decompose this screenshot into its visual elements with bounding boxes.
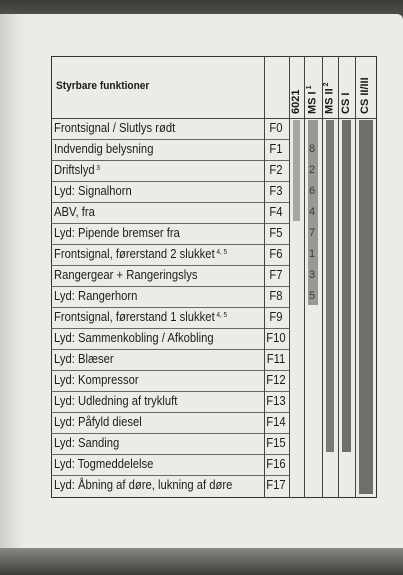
row-divider — [51, 475, 289, 476]
row-divider — [51, 160, 289, 161]
function-name-text: ABV, fra — [54, 205, 95, 219]
column-header-footnote: 2 — [323, 82, 330, 89]
row-divider — [51, 328, 289, 329]
function-name-text: Lyd: Togmeddelelse — [54, 457, 154, 471]
function-name-text: Lyd: Blæser — [54, 352, 114, 366]
function-name — [54, 457, 153, 471]
function-key: F6 — [269, 247, 283, 261]
function-key: F14 — [266, 415, 286, 429]
column-header-label: CS II/III — [359, 77, 371, 114]
function-key: F10 — [266, 331, 286, 345]
function-name — [54, 247, 227, 261]
row-divider — [51, 223, 289, 224]
function-key: F13 — [266, 394, 286, 408]
function-key: F3 — [269, 184, 283, 198]
function-key: F1 — [269, 142, 283, 156]
row-divider — [51, 139, 289, 140]
function-name-text: Driftslyd — [54, 163, 95, 177]
column-header-4 — [340, 93, 352, 114]
function-key: F2 — [269, 163, 283, 177]
ms1-key-number: 8 — [308, 143, 316, 155]
function-key: F5 — [269, 226, 283, 240]
function-name-text: Lyd: Rangerhorn — [54, 289, 138, 303]
row-divider — [51, 307, 289, 308]
function-name-text: Frontsignal, førerstand 2 slukket — [54, 247, 215, 261]
photo-background-bottom — [0, 548, 403, 575]
column-divider — [289, 56, 290, 498]
ms1-key-number: 1 — [308, 248, 316, 260]
row-divider — [51, 265, 289, 266]
function-key: F16 — [266, 457, 286, 471]
function-name — [54, 205, 95, 219]
column-divider — [338, 56, 339, 498]
ms1-key-number: 2 — [308, 164, 316, 176]
function-name — [54, 184, 132, 198]
function-name-text: Lyd: Åbning af døre, lukning af døre — [54, 478, 233, 492]
function-name-text: Lyd: Kompressor — [54, 373, 139, 387]
function-name — [54, 268, 198, 282]
column-divider — [322, 56, 323, 498]
function-name-text: Lyd: Påfyld diesel — [54, 415, 142, 429]
support-bar-cs1 — [342, 120, 351, 452]
function-name — [54, 373, 139, 387]
function-name — [54, 142, 153, 156]
function-name — [54, 478, 232, 492]
ms1-key-number: 3 — [308, 269, 316, 281]
function-key: F12 — [266, 373, 286, 387]
function-key: F11 — [266, 352, 286, 366]
column-header-1 — [290, 90, 302, 114]
column-header-label: MS II — [323, 88, 336, 114]
function-name-text: Frontsignal, førerstand 1 slukket — [54, 310, 215, 324]
ms1-key-number: 6 — [308, 185, 316, 197]
row-divider — [51, 286, 289, 287]
function-name — [54, 331, 214, 345]
function-name-text: Frontsignal / Slutlys rødt — [54, 121, 176, 135]
row-divider — [51, 244, 289, 245]
function-name — [54, 163, 100, 177]
column-header-5 — [359, 77, 371, 114]
function-name — [54, 394, 177, 408]
header-divider — [51, 118, 377, 119]
column-header-label: 6021 — [289, 89, 302, 114]
function-key: F0 — [269, 121, 283, 135]
row-divider — [51, 370, 289, 371]
column-divider — [355, 56, 356, 498]
column-divider — [304, 56, 305, 498]
function-key: F4 — [269, 205, 283, 219]
support-bar-cs2 — [359, 120, 373, 494]
function-footnote: 4, 5 — [214, 249, 227, 256]
column-header-3 — [323, 82, 336, 114]
row-divider — [51, 433, 289, 434]
function-name — [54, 352, 114, 366]
function-name — [54, 226, 180, 240]
function-name-text: Lyd: Sanding — [54, 436, 120, 450]
ms1-key-number: 7 — [308, 227, 316, 239]
function-name-text: Rangergear + Rangeringslys — [54, 268, 198, 282]
column-header-label: MS I — [306, 91, 319, 114]
function-name-text: Lyd: Signalhorn — [54, 184, 132, 198]
function-name — [54, 436, 119, 450]
function-name-text: Indvendig belysning — [54, 142, 154, 156]
ms1-key-number: 5 — [308, 290, 316, 302]
function-name-text: Lyd: Udledning af trykluft — [54, 394, 178, 408]
row-divider — [51, 391, 289, 392]
page-binding-shadow — [0, 14, 26, 550]
table-title: Styrbare funktioner — [56, 80, 150, 92]
function-footnote: 3 — [94, 165, 100, 172]
support-bar-6021 — [293, 120, 300, 221]
ms1-key-number: 4 — [308, 206, 316, 218]
column-header-label: CS I — [339, 92, 352, 114]
function-name — [54, 289, 137, 303]
column-header-2 — [306, 86, 319, 114]
row-divider — [51, 181, 289, 182]
column-header-footnote: 1 — [306, 85, 313, 92]
row-divider — [51, 412, 289, 413]
function-name — [54, 415, 142, 429]
function-name-text: Lyd: Sammenkobling / Afkobling — [54, 331, 214, 345]
support-bar-ms2 — [326, 120, 334, 452]
function-name-text: Lyd: Pipende bremser fra — [54, 226, 180, 240]
function-key: F17 — [266, 478, 286, 492]
function-key: F9 — [269, 310, 283, 324]
function-key: F8 — [269, 289, 283, 303]
function-footnote: 4, 5 — [214, 312, 227, 319]
function-key: F7 — [269, 268, 283, 282]
function-name — [54, 310, 227, 324]
row-divider — [51, 349, 289, 350]
row-divider — [51, 454, 289, 455]
row-divider — [51, 202, 289, 203]
function-name — [54, 121, 175, 135]
function-key: F15 — [266, 436, 286, 450]
